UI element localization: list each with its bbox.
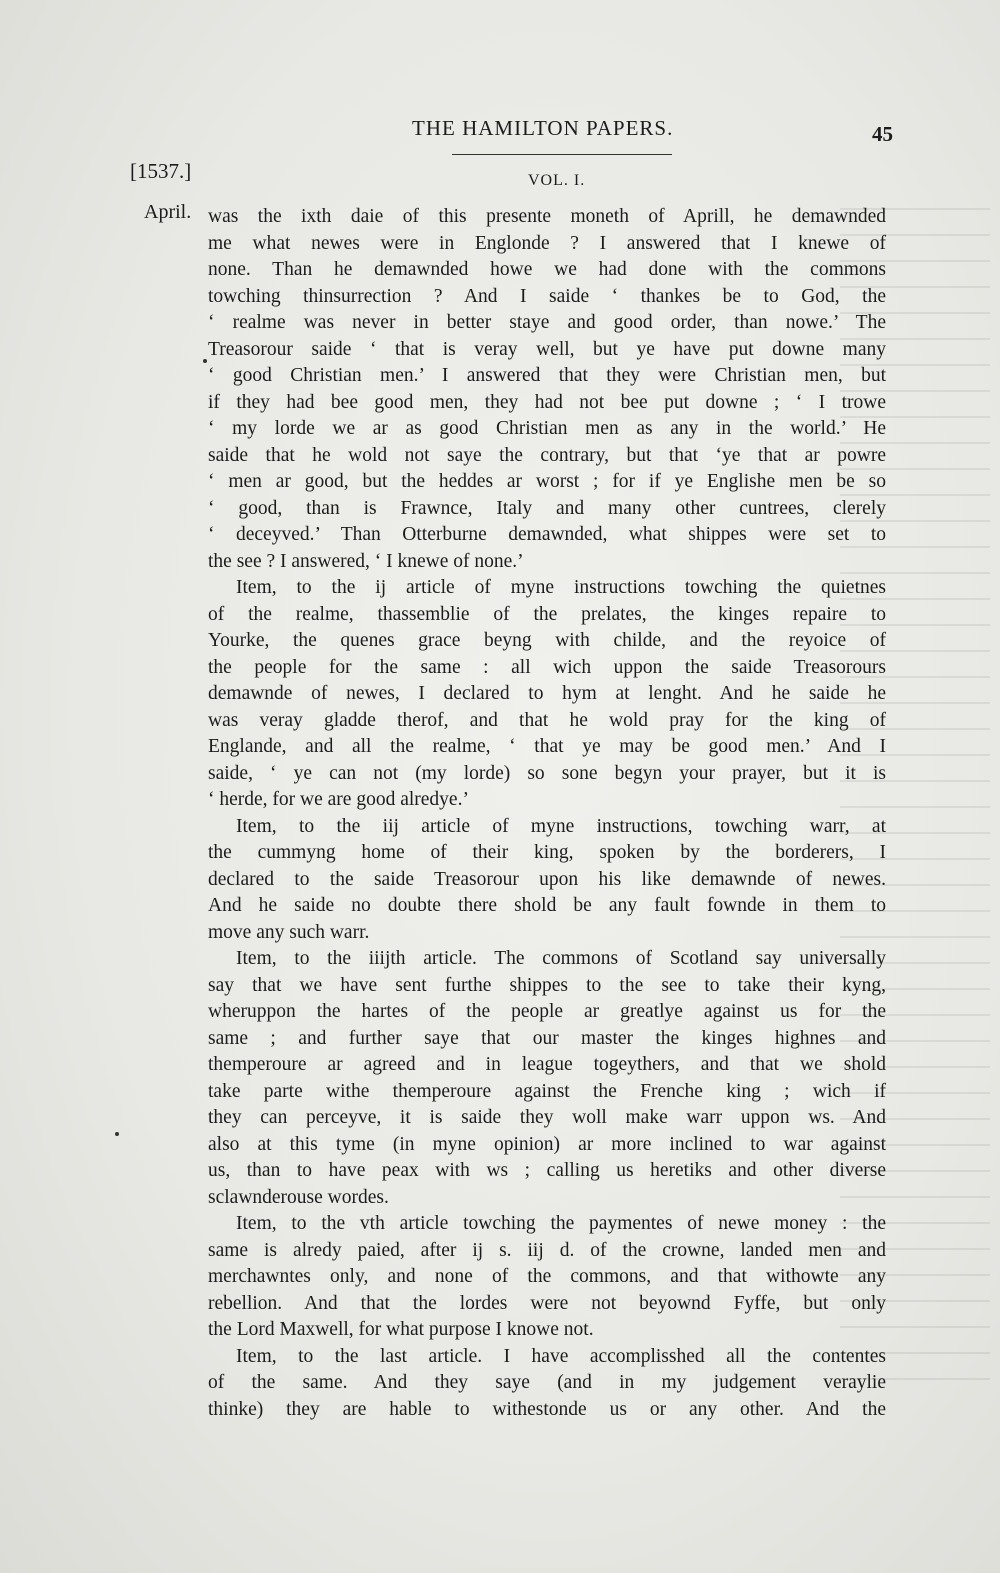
- text-line: wheruppon the hartes of the people ar greatlye against us for the: [208, 1001, 886, 1022]
- running-head: [0, 116, 1000, 146]
- text-line: ‘ realme was never in better staye and good order, than nowe.’ The: [208, 312, 886, 333]
- text-line: ‘ men ar good, but the heddes ar worst ; for if ye Englishe men be so: [208, 471, 886, 492]
- paragraph: [208, 575, 886, 814]
- text-line: declared to the saide Treasorour upon his like demawnde of newes.: [208, 868, 886, 890]
- text-line: Yourke, the quenes grace beyng with childe, and the reyoice of: [208, 630, 886, 651]
- volume-label: VOL. I.: [528, 172, 586, 189]
- text-line: saide, ‘ ye can not (my lorde) so sone begyn your prayer, but it is: [208, 762, 886, 784]
- month-marginal-note: April.: [144, 201, 192, 223]
- text-line: towching thinsurrection ? And I saide ‘ thankes be to God, the: [208, 285, 886, 307]
- text-line: us, than to have peax with ws ; calling us heretiks and other diverse: [208, 1160, 886, 1181]
- text-line: ‘ good, than is Frawnce, Italy and many other cuntrees, clerely: [208, 497, 886, 519]
- text-line: the Lord Maxwell, for what purpose I knowe not.: [208, 1319, 594, 1340]
- paragraph: [208, 946, 886, 1211]
- text-line: Item, to the ij article of myne instructions towching the quietnes: [236, 577, 886, 598]
- paragraph: [208, 814, 886, 947]
- text-line: ‘ herde, for we are good alredye.’: [208, 789, 469, 810]
- text-line: Englande, and all the realme, ‘ that ye may be good men.’ And I: [208, 736, 886, 757]
- text-line: the people for the same : all wich uppon the saide Treasorours: [208, 656, 886, 678]
- text-line: also at this tyme (in myne opinion) ar more inclined to war against: [208, 1133, 886, 1155]
- year-marginal-note: [1537.]: [130, 159, 192, 183]
- text-line: me what newes were in Englonde ? I answered that I knewe of: [208, 232, 886, 254]
- paragraph: [208, 1211, 886, 1344]
- running-title: THE HAMILTON PAPERS.: [412, 116, 674, 140]
- header-rule: [452, 154, 672, 155]
- text-line: Item, to the iiijth article. The commons of Scotland say universally: [236, 948, 886, 969]
- text-line: merchawntes only, and none of the commons, and that withowte any: [208, 1266, 886, 1287]
- text-line: Item, to the vth article towching the paymentes of newe money : the: [236, 1213, 886, 1234]
- page-number: 45: [872, 122, 893, 146]
- text-line: ‘ deceyved.’ Than Otterburne demawnded, what shippes were set to: [208, 524, 886, 545]
- text-line: say that we have sent furthe shippes to the see to take their kyng,: [208, 974, 886, 996]
- text-line: themperoure ar agreed and in league togeythers, and that we shold: [208, 1054, 886, 1075]
- margin-dot: [115, 1132, 119, 1136]
- text-line: demawnde of newes, I declared to hym at lenght. And he saide he: [208, 683, 886, 704]
- text-line: of the same. And they saye (and in my judgement veraylie: [208, 1372, 886, 1393]
- text-line: Item, to the iij article of myne instructions, towching warr, at: [236, 815, 886, 837]
- text-line: none. Than he demawnded howe we had done with the commons: [208, 259, 886, 280]
- text-line: ‘ good Christian men.’ I answered that they were Christian men, but: [208, 365, 886, 386]
- text-line: was veray gladde therof, and that he wold pray for the king of: [208, 709, 886, 731]
- text-line: sclawnderouse wordes.: [208, 1186, 389, 1208]
- text-line: was the ixth daie of this presente moneth of Aprill, he demawnded: [208, 206, 886, 227]
- text-line: same ; and further saye that our master the kinges highnes and: [208, 1027, 886, 1049]
- text-line: move any such warr.: [208, 921, 370, 943]
- paragraph: [208, 1344, 886, 1424]
- text-line: the see ? I answered, ‘ I knewe of none.’: [208, 550, 524, 572]
- text-line: take parte withe themperoure against the Frenche king ; wich if: [208, 1080, 886, 1102]
- text-line: rebellion. And that the lordes were not beyownd Fyffe, but only: [208, 1292, 886, 1314]
- text-line: Item, to the last article. I have accomplisshed all the contentes: [236, 1345, 886, 1367]
- text-line: ‘ my lorde we ar as good Christian men as any in the world.’ He: [208, 418, 886, 439]
- text-line: they can perceyve, it is saide they woll make warr uppon ws. And: [208, 1107, 886, 1128]
- text-line: same is alredy paied, after ij s. iij d. of the crowne, landed men and: [208, 1239, 886, 1261]
- paragraph: [208, 204, 886, 575]
- text-line: Treasorour saide ‘ that is veray well, but ye have put downe many: [208, 338, 886, 360]
- text-line: the cummyng home of their king, spoken by the borderers, I: [208, 842, 886, 863]
- text-line: if they had bee good men, they had not bee put downe ; ‘ I trowe: [208, 391, 886, 413]
- margin-dot: [203, 359, 207, 363]
- text-line: saide that he wold not saye the contrary, but that ‘ye that ar powre: [208, 444, 886, 466]
- text-line: thinke) they are hable to withestonde us or any other. And the: [208, 1398, 886, 1420]
- body-text: [208, 204, 886, 1423]
- text-line: And he saide no doubte there shold be any fault fownde in them to: [208, 895, 886, 916]
- text-line: of the realme, thassemblie of the prelates, the kinges repaire to: [208, 603, 886, 625]
